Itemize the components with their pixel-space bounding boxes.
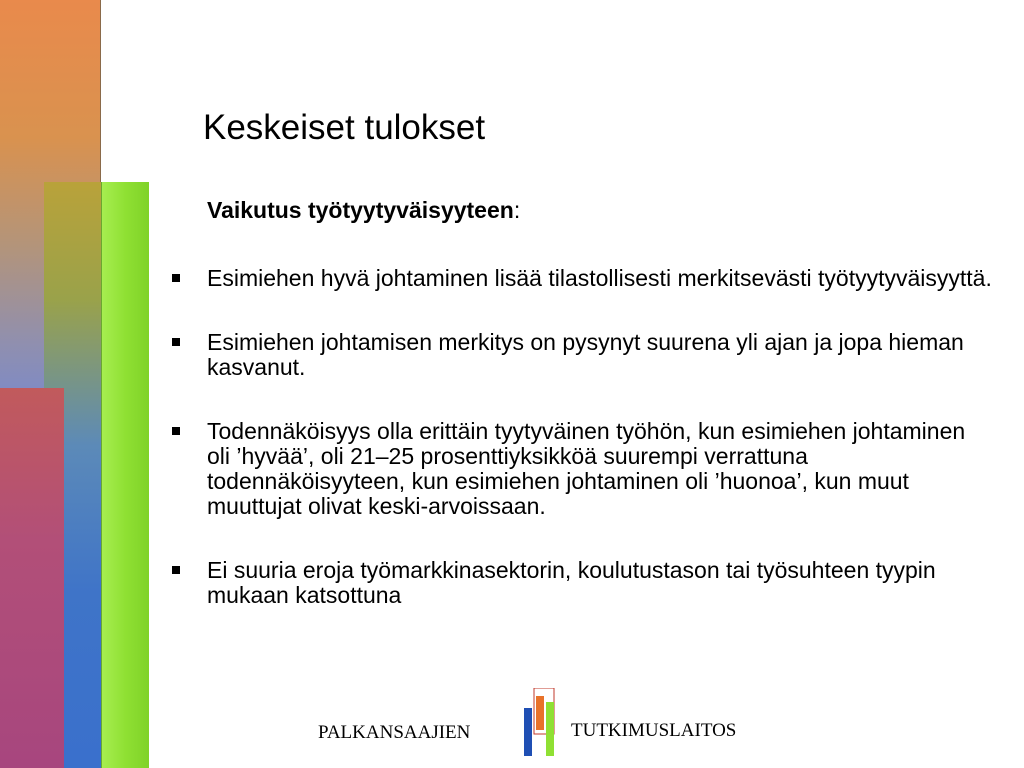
bullet-square-icon (172, 274, 180, 282)
subheading (207, 196, 992, 224)
slide-title: Keskeiset tulokset (203, 108, 486, 147)
bullet-square-icon (172, 427, 180, 435)
subheading-bold: Vaikutus työtyytyväisyyteen (207, 197, 514, 223)
bullet-text: Ei suuria eroja työmarkkinasektorin, koulutustason tai työsuhteen tyypin mukaan katsottuna (207, 557, 936, 608)
palkansaajien-tutkimuslaitos-logo-icon (520, 688, 560, 758)
footer-left-text: PALKANSAAJIEN (318, 722, 471, 743)
subheading-suffix: : (513, 197, 521, 223)
footer-right-text: TUTKIMUSLAITOS (571, 720, 737, 741)
bullet-list (172, 266, 992, 608)
decorative-green-bar (101, 182, 149, 768)
bullet-item (172, 558, 992, 608)
bullet-item (172, 419, 992, 519)
bullet-text: Esimiehen johtamisen merkitys on pysynyt suurena yli ajan ja jopa hieman kasvanut. (207, 329, 964, 380)
footer-logo (0, 700, 1024, 768)
bullet-text: Esimiehen hyvä johtaminen lisää tilastollisesti merkitsevästi työtyytyväisyyttä. (207, 265, 992, 291)
bullet-item (172, 330, 992, 380)
bullet-square-icon (172, 566, 180, 574)
bullet-item (172, 266, 992, 291)
slide-content (172, 196, 992, 647)
bullet-square-icon (172, 338, 180, 346)
bullet-text: Todennäköisyys olla erittäin tyytyväinen työhön, kun esimiehen johtaminen oli ’hyvää’, oli 21–25 prosenttiyksikköä suurempi verrattuna todennäköisyyteen, kun esimiehen johtaminen oli ’huonoa’, kun muut muuttujat olivat keski-arvoissaan. (207, 418, 966, 519)
